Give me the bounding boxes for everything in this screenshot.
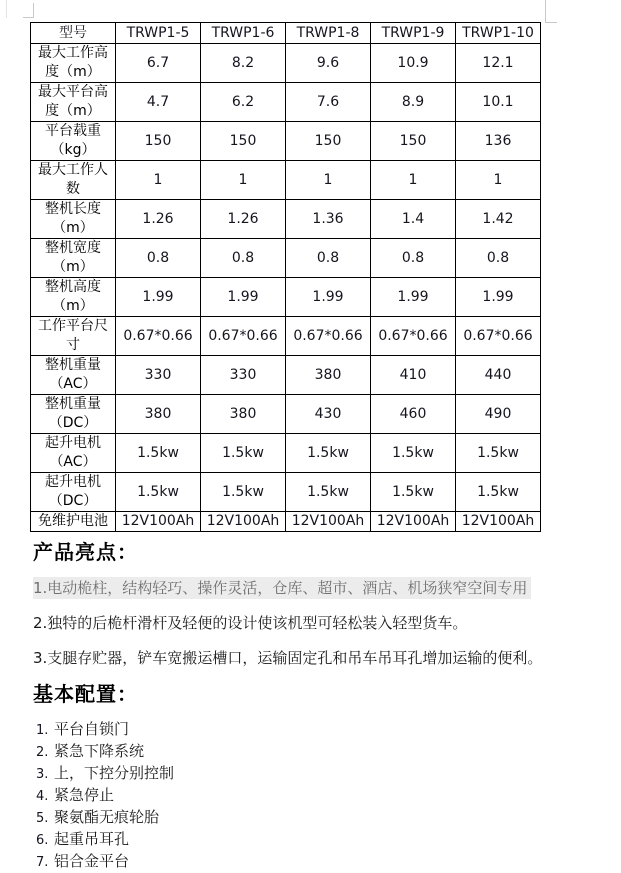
configuration-item-text: 紧急下降系统: [54, 742, 145, 760]
spec-value-cell: 7.6: [286, 83, 371, 122]
configuration-item-number: 6.: [36, 833, 49, 848]
spec-value-cell: 1: [116, 161, 201, 200]
spec-row-label: 最大工作人数: [31, 161, 116, 200]
spec-value-cell: 0.67*0.66: [456, 317, 541, 356]
spec-value-cell: 1: [201, 161, 286, 200]
spec-row: [31, 44, 541, 83]
spec-value-cell: 1.99: [456, 278, 541, 317]
basic-configuration-heading: 基本配置：: [33, 682, 138, 706]
spec-row: [31, 473, 541, 512]
spec-value-cell: 12V100Ah: [116, 512, 201, 532]
spec-value-cell: 1.5kw: [201, 434, 286, 473]
spec-value-cell: 1.99: [286, 278, 371, 317]
configuration-item-number: 3.: [36, 767, 49, 782]
spec-value-cell: 10.9: [371, 44, 456, 83]
configuration-list: [33, 719, 593, 873]
spec-value-cell: 330: [116, 356, 201, 395]
spec-row: [31, 200, 541, 239]
spec-value-cell: 12V100Ah: [201, 512, 286, 532]
spec-value-cell: 1.5kw: [456, 473, 541, 512]
spec-row: [31, 395, 541, 434]
spec-value-cell: 410: [371, 356, 456, 395]
spec-row-label: 整机重量（AC）: [31, 356, 116, 395]
spec-row: [31, 239, 541, 278]
spec-header-model: TRWP1-5: [116, 23, 201, 44]
configuration-item-text: 聚氨酯无痕轮胎: [54, 808, 160, 826]
spec-row-label: 工作平台尺寸: [31, 317, 116, 356]
spec-value-cell: 12V100Ah: [371, 512, 456, 532]
spec-value-cell: 1.5kw: [201, 473, 286, 512]
spec-value-cell: 136: [456, 122, 541, 161]
spec-row-label: 起升电机（DC）: [31, 473, 116, 512]
spec-row-label: 最大平台高度（m）: [31, 83, 116, 122]
spec-row: [31, 512, 541, 532]
spec-value-cell: 0.8: [371, 239, 456, 278]
page-edge-mark: [6, 0, 7, 18]
spec-value-cell: 6.7: [116, 44, 201, 83]
spec-value-cell: 12.1: [456, 44, 541, 83]
spec-value-cell: 1.99: [116, 278, 201, 317]
configuration-item-number: 7.: [36, 855, 49, 870]
basic-configuration-section: [33, 683, 593, 873]
spec-value-cell: 150: [201, 122, 286, 161]
configuration-item: [33, 741, 593, 763]
spec-value-cell: 1.26: [201, 200, 286, 239]
spec-value-cell: 150: [286, 122, 371, 161]
spec-value-cell: 380: [286, 356, 371, 395]
spec-value-cell: 330: [201, 356, 286, 395]
spec-value-cell: 0.67*0.66: [286, 317, 371, 356]
spec-value-cell: 1.5kw: [116, 473, 201, 512]
spec-value-cell: 9.6: [286, 44, 371, 83]
spec-row-label: 整机重量（DC）: [31, 395, 116, 434]
spec-value-cell: 1.5kw: [286, 473, 371, 512]
spec-value-cell: 150: [371, 122, 456, 161]
configuration-item: [33, 763, 593, 785]
spec-value-cell: 0.8: [201, 239, 286, 278]
text-boundary-mark-top-left-vertical: [33, 3, 34, 18]
text-boundary-mark-top-right-vertical: [545, 0, 546, 23]
highlight-item: 1.电动桅柱，结构轻巧、操作灵活，仓库、超市、酒店、机场狭窄空间专用: [33, 577, 531, 599]
spec-value-cell: 0.67*0.66: [116, 317, 201, 356]
text-boundary-mark-top-left-horizontal: [23, 17, 34, 18]
spec-value-cell: 1.36: [286, 200, 371, 239]
highlight-item: 2.独特的后桅杆滑杆及轻便的设计使该机型可轻松装入轻型货车。: [33, 614, 468, 632]
spec-row-label: 整机高度（m）: [31, 278, 116, 317]
spec-value-cell: 150: [116, 122, 201, 161]
text-boundary-mark-top-right-horizontal: [545, 22, 557, 23]
spec-row-label: 整机宽度（m）: [31, 239, 116, 278]
spec-value-cell: 4.7: [116, 83, 201, 122]
spec-value-cell: 0.8: [456, 239, 541, 278]
spec-row: [31, 434, 541, 473]
spec-value-cell: 10.1: [456, 83, 541, 122]
spec-value-cell: 0.67*0.66: [201, 317, 286, 356]
spec-value-cell: 1.5kw: [371, 473, 456, 512]
configuration-item: [33, 851, 593, 873]
spec-row: [31, 122, 541, 161]
spec-row: [31, 83, 541, 122]
spec-value-cell: 0.67*0.66: [371, 317, 456, 356]
spec-value-cell: 1.26: [116, 200, 201, 239]
configuration-item-text: 上，下控分别控制: [54, 764, 175, 782]
spec-header-model: TRWP1-9: [371, 23, 456, 44]
spec-value-cell: 0.8: [286, 239, 371, 278]
spec-row-label: 平台载重（kg）: [31, 122, 116, 161]
spec-header-model: TRWP1-6: [201, 23, 286, 44]
spec-row-label: 免维护电池: [31, 512, 116, 532]
spec-value-cell: 12V100Ah: [456, 512, 541, 532]
spec-row-label: 整机长度（m）: [31, 200, 116, 239]
spec-value-cell: 460: [371, 395, 456, 434]
configuration-item-text: 平台自锁门: [54, 720, 130, 738]
spec-row-label: 起升电机（AC）: [31, 434, 116, 473]
spec-value-cell: 440: [456, 356, 541, 395]
spec-row: [31, 356, 541, 395]
spec-value-cell: 8.2: [201, 44, 286, 83]
configuration-item-number: 4.: [36, 789, 49, 804]
spec-value-cell: 1.4: [371, 200, 456, 239]
configuration-item-text: 铝合金平台: [54, 852, 130, 870]
configuration-item-text: 紧急停止: [54, 786, 115, 804]
spec-value-cell: 0.8: [116, 239, 201, 278]
spec-table: [30, 22, 541, 532]
spec-header-row: [31, 23, 541, 44]
configuration-item: [33, 829, 593, 851]
spec-value-cell: 12V100Ah: [286, 512, 371, 532]
configuration-item: [33, 807, 593, 829]
spec-header-model: TRWP1-10: [456, 23, 541, 44]
spec-value-cell: 6.2: [201, 83, 286, 122]
configuration-item-number: 2.: [36, 745, 49, 760]
spec-value-cell: 1.99: [201, 278, 286, 317]
spec-row-label: 最大工作高度（m）: [31, 44, 116, 83]
spec-value-cell: 1.5kw: [286, 434, 371, 473]
spec-value-cell: 380: [201, 395, 286, 434]
configuration-item: [33, 719, 593, 741]
configuration-item-text: 起重吊耳孔: [54, 830, 130, 848]
configuration-item-number: 5.: [36, 811, 49, 826]
spec-value-cell: 1.5kw: [116, 434, 201, 473]
spec-value-cell: 1.42: [456, 200, 541, 239]
spec-value-cell: 1.99: [371, 278, 456, 317]
spec-header-label: 型号: [31, 23, 116, 44]
spec-value-cell: 1.5kw: [371, 434, 456, 473]
highlight-item: 3.支腿存贮器，铲车宽搬运槽口，运输固定孔和吊车吊耳孔增加运输的便利。: [33, 649, 543, 667]
configuration-item-number: 1.: [36, 723, 49, 738]
spec-value-cell: 1: [371, 161, 456, 200]
product-highlights-section: [33, 541, 593, 682]
spec-value-cell: 1: [456, 161, 541, 200]
spec-row: [31, 161, 541, 200]
spec-value-cell: 430: [286, 395, 371, 434]
spec-value-cell: 1: [286, 161, 371, 200]
spec-value-cell: 1.5kw: [456, 434, 541, 473]
spec-value-cell: 380: [116, 395, 201, 434]
configuration-item: [33, 785, 593, 807]
spec-value-cell: 8.9: [371, 83, 456, 122]
spec-row: [31, 317, 541, 356]
spec-row: [31, 278, 541, 317]
product-highlights-heading: 产品亮点：: [33, 540, 138, 564]
spec-header-model: TRWP1-8: [286, 23, 371, 44]
spec-value-cell: 490: [456, 395, 541, 434]
